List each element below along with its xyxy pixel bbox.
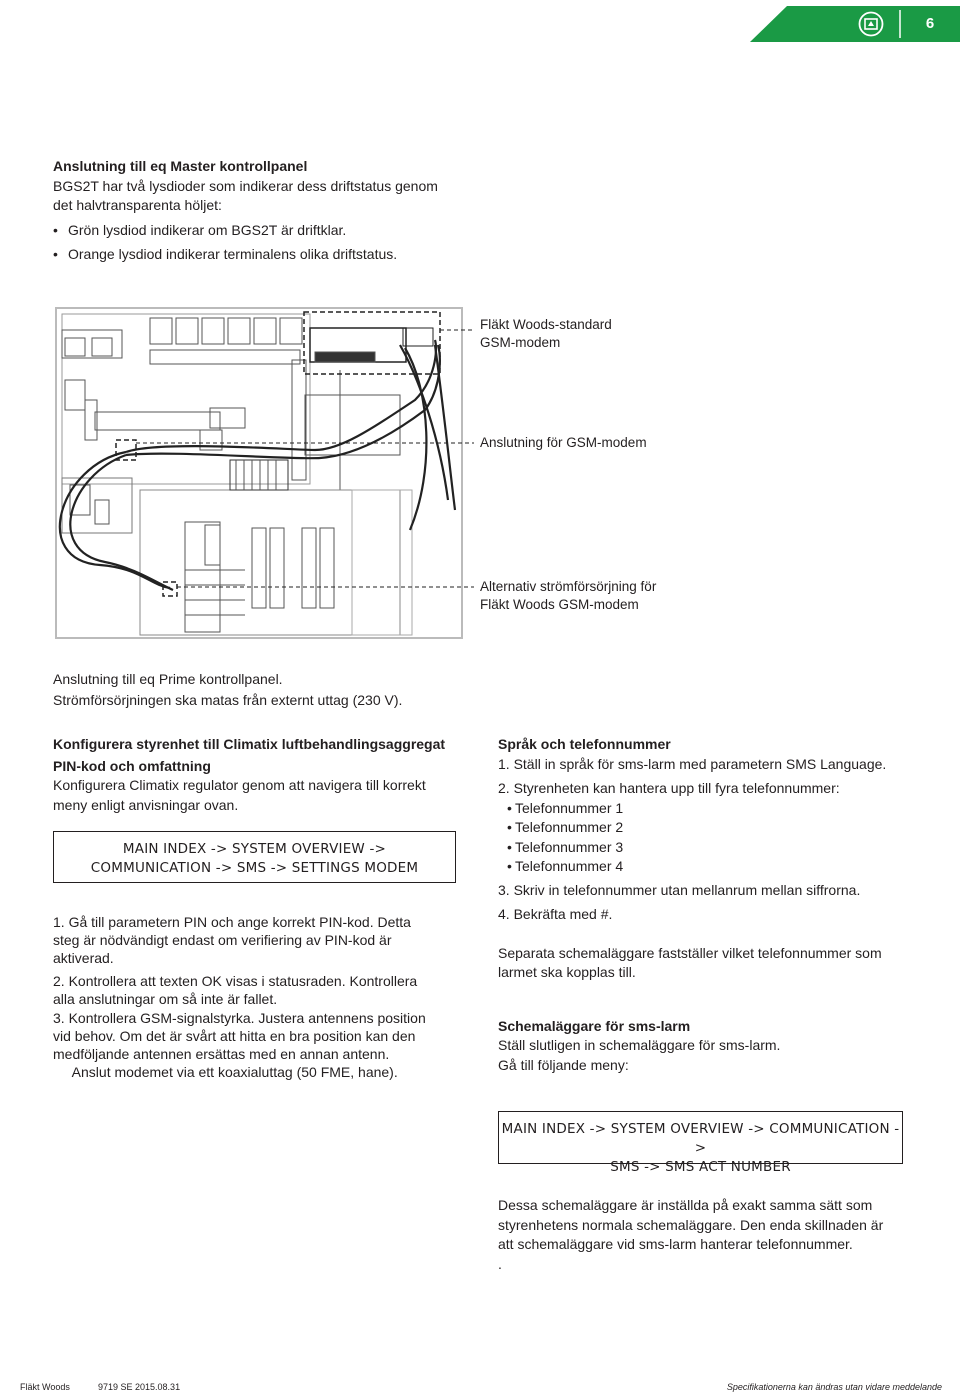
callout-modem [480,316,612,351]
step-1 [53,913,473,967]
right-step-4: 4. Bekräfta med #. [498,906,613,922]
left-title: Konfigurera styrenhet till Climatix luftbehandlingsaggregat [53,736,446,752]
intro-bullet-2: • Orange lysdiod indikerar terminalens olika driftstatus. [53,245,473,265]
phone-item-3: • Telefonnummer 3 [490,838,913,858]
callout-power-line-2: Fläkt Woods GSM-modem [480,596,639,612]
phone-item-4: • Telefonnummer 4 [490,857,913,877]
final-note [498,1196,913,1274]
step-3-line-1: 3. Kontrollera GSM-signalstyrka. Justera antennens position [53,1010,426,1026]
callout-power-line-1: Alternativ strömförsörjning för [480,579,657,594]
step-2-line-1: 2. Kontrollera att texten OK visas i statusraden. Kontrollera [53,973,418,989]
step-2-line-2: alla anslutningar om så inte är fallet. [53,991,278,1007]
intro-bullets [53,221,473,265]
right-step-1: 1. Ställ in språk för sms-larm med parametern SMS Language. [498,755,887,772]
intro-line-1: BGS2T har två lysdioder som indikerar dess driftstatus genom [53,177,438,194]
figure-caption-line-2: Strömförsörjningen ska matas från externt uttag (230 V). [53,692,403,708]
left-subtitle: PIN-kod och omfattning [53,757,211,774]
wiring-diagram [40,300,480,650]
intro-line-2: det halvtransparenta höljet: [53,197,222,213]
step-3-line-3: medföljande antennen ersättas med en annan antenn. [53,1046,390,1062]
wiring-diagram-drawing [40,300,480,650]
right-column [498,735,913,1075]
final-note-line-4: . [498,1255,502,1272]
phone-item-1: • Telefonnummer 1 [490,799,913,819]
sms-act-number-menu-box [498,1111,903,1175]
left-steps [53,913,473,1081]
settings-modem-menu-line-2: COMMUNICATION -> SMS -> SETTINGS MODEM [90,860,419,876]
phone-item-2: • Telefonnummer 2 [490,818,913,838]
left-body-line-2: meny enligt anvisningar ovan. [53,796,239,813]
final-note-line-1: Dessa schemaläggare är inställda på exakt samma sätt som [498,1197,873,1213]
step-1-line-2: steg är nödvändigt endast om verifiering av PIN-kod är [53,932,392,948]
step-3-line-4: Anslut modemet via ett koaxialuttag (50 FME, hane). [53,1064,398,1080]
sched-title: Schemaläggare för sms-larm [498,1017,691,1034]
callout-modem-line-2: GSM-modem [480,334,561,350]
final-note-line-2: styrenhetens normala schemaläggare. Den enda skillnaden är [498,1216,884,1233]
right-note-line-1: Separata schemaläggare fastställer vilket telefonnummer som [498,944,882,961]
right-note-line-2: larmet ska kopplas till. [498,964,636,980]
final-note-line-3: att schemaläggare vid sms-larm hanterar telefonnummer. [498,1236,853,1252]
page-number: 6 [925,15,935,32]
right-step-2: 2. Styrenheten kan hantera upp till fyra telefonnummer: [498,780,840,796]
right-title: Språk och telefonnummer [498,736,671,752]
fan-logo-icon [858,11,884,37]
footer-disclaimer: Specifikationerna kan ändras utan vidare meddelande [726,1382,942,1392]
settings-modem-menu-box [53,831,456,883]
phone-list [490,799,913,877]
step-3-line-2: vid behov. Om det är svårt att hitta en bra position kan den [53,1028,416,1044]
intro-title: Anslutning till eq Master kontrollpanel [53,158,308,174]
sched-body-line-1: Ställ slutligen in schemaläggare för sms-larm. [498,1037,781,1053]
step-1-line-3: aktiverad. [53,950,114,966]
figure-caption [53,669,473,711]
left-column [53,735,468,815]
figure-caption-line-1: Anslutning till eq Prime kontrollpanel. [53,671,283,687]
header-tab [750,6,960,42]
sched-body-line-2: Gå till följande meny: [498,1056,629,1073]
settings-modem-menu-line-1: MAIN INDEX -> SYSTEM OVERVIEW -> [122,841,387,857]
footer-doc-id: 9719 SE 2015.08.31 [98,1382,181,1392]
footer-company: Fläkt Woods [20,1382,70,1392]
intro-section [53,157,473,265]
step-3 [53,1009,473,1081]
step-1-line-1: 1. Gå till parametern PIN och ange korrekt PIN-kod. Detta [53,914,411,930]
sms-act-number-menu-line-2: SMS -> SMS ACT NUMBER [610,1159,791,1175]
callout-modem-line-1: Fläkt Woods-standard [480,317,612,332]
callout-power [480,578,656,613]
sms-act-number-menu-line-1: MAIN INDEX -> SYSTEM OVERVIEW -> COMMUNICATION -> [501,1121,900,1156]
right-step-3: 3. Skriv in telefonnummer utan mellanrum mellan siffrorna. [498,881,861,898]
callout-connection: Anslutning för GSM-modem [480,435,647,450]
left-body-line-1: Konfigurera Climatix regulator genom att navigera till korrekt [53,777,426,793]
intro-bullet-1: • Grön lysdiod indikerar om BGS2T är driftklar. [53,221,473,241]
step-2 [53,972,473,1008]
